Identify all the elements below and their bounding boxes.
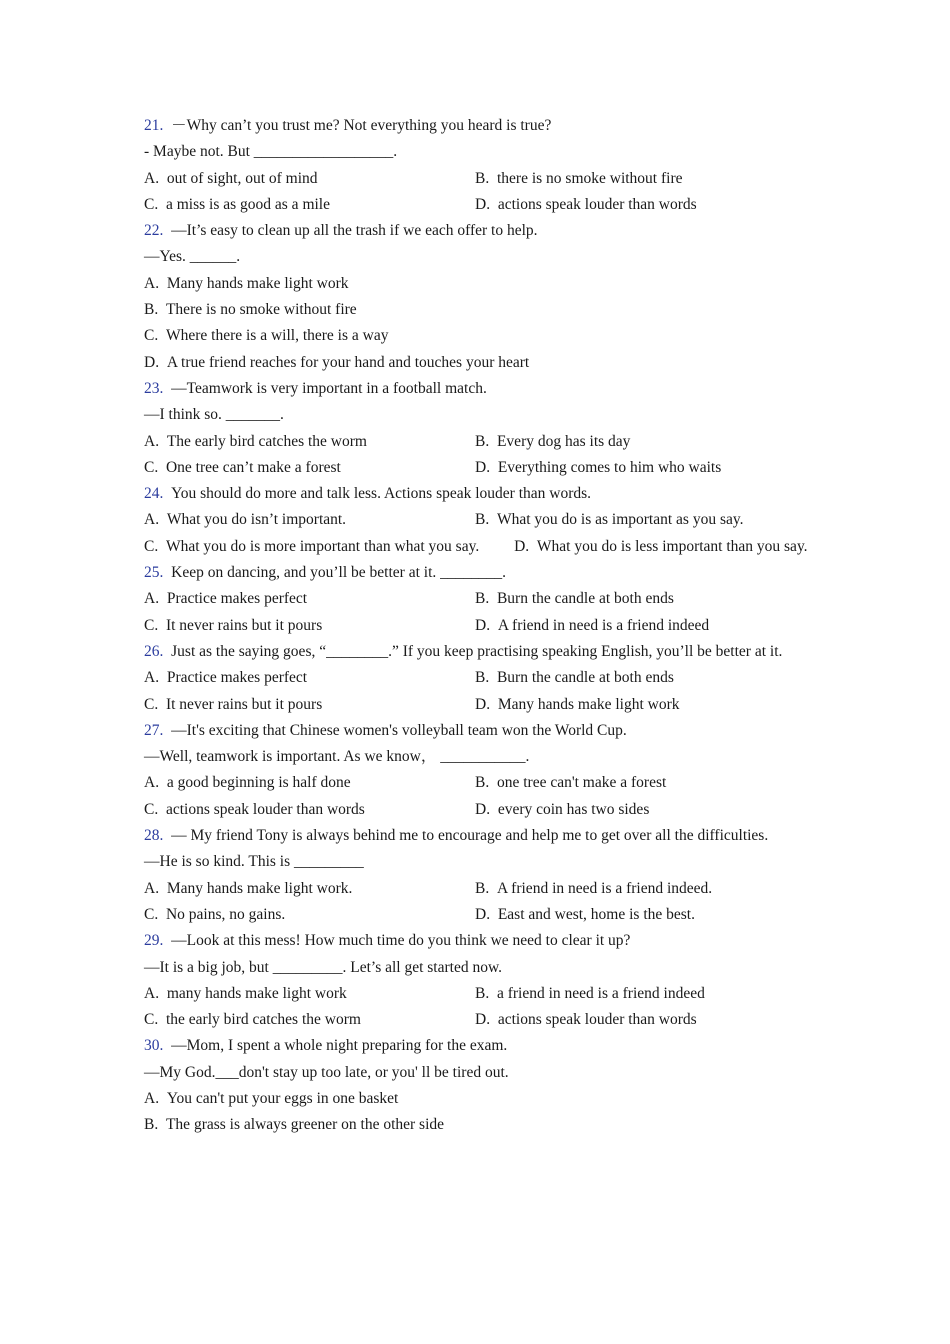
- question-text: You should do more and talk less. Actions speak louder than words.: [171, 485, 592, 503]
- option-text: Practice makes perfect: [166, 590, 308, 608]
- option-d[interactable]: [475, 455, 809, 481]
- option-text: There is no smoke without fire: [165, 301, 357, 319]
- options-row: [144, 455, 809, 481]
- option-d[interactable]: [475, 192, 809, 218]
- option-text: A friend in need is a friend indeed.: [496, 879, 713, 897]
- option-text: One tree can’t make a forest: [165, 458, 341, 476]
- option-text: What you do isn’t important.: [166, 511, 347, 529]
- question-number: 27.: [144, 721, 164, 739]
- option-text: Many hands make light work: [497, 695, 680, 713]
- option-b[interactable]: [475, 166, 809, 192]
- option-text: Burn the candle at both ends: [496, 590, 674, 608]
- option-label: C.: [144, 327, 159, 345]
- option-text: What you do is less important than you say.: [536, 537, 808, 555]
- question-text: —It’s easy to clean up all the trash if we each offer to help.: [171, 222, 538, 240]
- option-a[interactable]: [144, 271, 809, 297]
- options-row-wrapped: [144, 534, 809, 560]
- question-number: 30.: [144, 1037, 164, 1055]
- option-a[interactable]: [144, 429, 475, 455]
- option-d[interactable]: [475, 797, 809, 823]
- question-stem: [144, 639, 809, 665]
- question-number: 28.: [144, 827, 164, 845]
- option-label: A.: [144, 590, 160, 608]
- question-stem: [144, 928, 809, 954]
- option-text: The grass is always greener on the other side: [165, 1116, 445, 1134]
- question-text: —Teamwork is very important in a football match.: [171, 379, 487, 397]
- option-label: B.: [144, 301, 159, 319]
- question-24: [144, 481, 809, 560]
- option-text: a friend in need is a friend indeed: [496, 984, 705, 1002]
- option-text: Everything comes to him who waits: [497, 458, 722, 476]
- option-label: B.: [475, 169, 490, 187]
- option-text: A true friend reaches for your hand and touches your heart: [166, 353, 530, 371]
- option-label: C.: [144, 695, 159, 713]
- option-text: actions speak louder than words: [497, 195, 697, 213]
- option-b[interactable]: [475, 429, 809, 455]
- option-text: East and west, home is the best.: [497, 905, 695, 923]
- option-b[interactable]: [144, 1112, 809, 1138]
- option-label: A.: [144, 669, 160, 687]
- options-row: [144, 876, 809, 902]
- option-label: D.: [475, 1011, 491, 1029]
- option-a[interactable]: [144, 876, 475, 902]
- option-d[interactable]: [475, 613, 809, 639]
- option-label: D.: [475, 905, 491, 923]
- option-label: D.: [475, 616, 491, 634]
- option-label: B.: [475, 511, 490, 529]
- option-c[interactable]: [144, 1007, 475, 1033]
- option-text: A friend in need is a friend indeed: [497, 616, 710, 634]
- option-a[interactable]: [144, 770, 475, 796]
- options-row: [144, 192, 809, 218]
- question-reply: —I think so. _______.: [144, 406, 284, 424]
- option-text: one tree can't make a forest: [496, 774, 667, 792]
- option-text: It never rains but it pours: [165, 616, 323, 634]
- option-a[interactable]: [144, 166, 475, 192]
- option-label: C.: [144, 458, 159, 476]
- option-label: C.: [144, 537, 159, 555]
- options-row: [144, 507, 809, 533]
- question-text: —Look at this mess! How much time do you think we need to clear it up?: [171, 932, 631, 950]
- option-text: The early bird catches the worm: [166, 432, 367, 450]
- option-text: Where there is a will, there is a way: [165, 327, 389, 345]
- option-label: A.: [144, 1089, 160, 1107]
- option-text: Burn the candle at both ends: [496, 669, 674, 687]
- option-c[interactable]: [144, 538, 479, 555]
- option-d[interactable]: [475, 1007, 809, 1033]
- question-stem: [144, 560, 809, 586]
- question-23: [144, 376, 809, 481]
- option-text: Many hands make light work: [166, 274, 349, 292]
- question-stem: [144, 718, 809, 744]
- options-row: [144, 797, 809, 823]
- question-number: 24.: [144, 485, 164, 503]
- question-text: Just as the saying goes, “________.” If you keep practising speaking English, you’ll be better at it.: [171, 642, 783, 660]
- question-29: [144, 928, 809, 1033]
- options-row: [144, 981, 809, 1007]
- question-reply: —Well, teamwork is important. As we know， ___________.: [144, 748, 530, 766]
- question-22: [144, 218, 809, 376]
- option-text: out of sight, out of mind: [166, 169, 318, 187]
- option-b[interactable]: [475, 876, 809, 902]
- option-text: Practice makes perfect: [166, 669, 308, 687]
- question-number: 22.: [144, 222, 164, 240]
- question-27: [144, 718, 809, 823]
- option-a[interactable]: [144, 981, 475, 1007]
- options-row: [144, 613, 809, 639]
- option-text: Many hands make light work.: [166, 879, 353, 897]
- option-b[interactable]: [475, 665, 809, 691]
- option-c[interactable]: [144, 192, 475, 218]
- option-text: many hands make light work: [166, 984, 347, 1002]
- option-text: there is no smoke without fire: [496, 169, 683, 187]
- option-a[interactable]: [144, 507, 475, 533]
- option-a[interactable]: [144, 665, 475, 691]
- option-a[interactable]: [144, 1086, 809, 1112]
- question-stem: [144, 823, 809, 849]
- option-label: D.: [475, 195, 491, 213]
- option-label: B.: [475, 984, 490, 1002]
- question-number: 26.: [144, 642, 164, 660]
- option-d[interactable]: [514, 538, 807, 555]
- question-stem: [144, 376, 809, 402]
- option-label: B.: [475, 879, 490, 897]
- option-b[interactable]: [475, 586, 809, 612]
- option-d[interactable]: [144, 350, 809, 376]
- option-text: a miss is as good as a mile: [165, 195, 330, 213]
- option-label: C.: [144, 195, 159, 213]
- option-text: a good beginning is half done: [166, 774, 351, 792]
- question-text: —It's exciting that Chinese women's volleyball team won the World Cup.: [171, 721, 627, 739]
- options-row: [144, 902, 809, 928]
- worksheet-page: [144, 113, 809, 1139]
- option-label: D.: [514, 537, 530, 555]
- option-label: B.: [475, 590, 490, 608]
- option-label: D.: [475, 695, 491, 713]
- option-label: A.: [144, 432, 160, 450]
- option-label: D.: [475, 458, 491, 476]
- option-c[interactable]: [144, 455, 475, 481]
- question-number: 21.: [144, 117, 164, 134]
- option-text: every coin has two sides: [497, 800, 650, 818]
- question-reply: —It is a big job, but _________. Let’s all get started now.: [144, 958, 503, 976]
- option-label: B.: [475, 669, 490, 687]
- question-stem: [144, 481, 809, 507]
- option-d[interactable]: [475, 692, 809, 718]
- options-row: [144, 429, 809, 455]
- option-text: You can't put your eggs in one basket: [166, 1089, 399, 1107]
- option-c[interactable]: [144, 613, 475, 639]
- option-label: A.: [144, 774, 160, 792]
- question-number: 25.: [144, 564, 164, 582]
- option-label: B.: [475, 774, 490, 792]
- option-c[interactable]: [144, 902, 475, 928]
- option-text: Every dog has its day: [496, 432, 631, 450]
- option-c[interactable]: [144, 692, 475, 718]
- question-reply: —He is so kind. This is _________: [144, 853, 364, 871]
- option-label: D.: [144, 353, 160, 371]
- option-text: actions speak louder than words: [165, 800, 365, 818]
- question-number: 23.: [144, 379, 164, 397]
- question-number: 29.: [144, 932, 164, 950]
- option-label: C.: [144, 905, 159, 923]
- question-21: [144, 113, 809, 218]
- option-text: It never rains but it pours: [165, 695, 323, 713]
- option-label: C.: [144, 1011, 159, 1029]
- question-reply: —My God.___don't stay up too late, or you' ll be tired out.: [144, 1063, 509, 1081]
- question-text: —Mom, I spent a whole night preparing for the exam.: [171, 1037, 508, 1055]
- option-c[interactable]: [144, 323, 809, 349]
- option-label: C.: [144, 800, 159, 818]
- option-text: What you do is as important as you say.: [496, 511, 744, 529]
- question-stem: [144, 1033, 809, 1059]
- option-c[interactable]: [144, 797, 475, 823]
- options-row: [144, 665, 809, 691]
- option-b[interactable]: [475, 770, 809, 796]
- option-text: actions speak louder than words: [497, 1011, 697, 1029]
- question-text: — My friend Tony is always behind me to encourage and help me to get over all the difficulties.: [171, 827, 769, 845]
- option-label: A.: [144, 879, 160, 897]
- option-label: B.: [144, 1116, 159, 1134]
- option-b[interactable]: [475, 981, 809, 1007]
- option-label: A.: [144, 984, 160, 1002]
- question-reply: - Maybe not. But __________________.: [144, 143, 398, 161]
- option-text: What you do is more important than what you say.: [165, 537, 480, 555]
- question-text: －Why can’t you trust me? Not everything you heard is true?: [171, 117, 552, 134]
- option-d[interactable]: [475, 902, 809, 928]
- option-b[interactable]: [475, 507, 809, 533]
- option-label: D.: [475, 800, 491, 818]
- options-row: [144, 586, 809, 612]
- option-a[interactable]: [144, 586, 475, 612]
- option-label: B.: [475, 432, 490, 450]
- question-28: [144, 823, 809, 928]
- question-26: [144, 639, 809, 718]
- question-text: Keep on dancing, and you’ll be better at it. ________.: [171, 564, 507, 582]
- options-row: [144, 166, 809, 192]
- option-label: A.: [144, 274, 160, 292]
- options-row: [144, 770, 809, 796]
- question-25: [144, 560, 809, 639]
- option-b[interactable]: [144, 297, 809, 323]
- option-label: C.: [144, 616, 159, 634]
- question-stem: [144, 113, 809, 139]
- option-label: A.: [144, 169, 160, 187]
- question-reply: —Yes. ______.: [144, 248, 241, 266]
- option-text: No pains, no gains.: [165, 905, 286, 923]
- option-text: the early bird catches the worm: [165, 1011, 361, 1029]
- options-row: [144, 1007, 809, 1033]
- option-label: A.: [144, 511, 160, 529]
- question-stem: [144, 218, 809, 244]
- question-30: [144, 1033, 809, 1138]
- options-row: [144, 692, 809, 718]
